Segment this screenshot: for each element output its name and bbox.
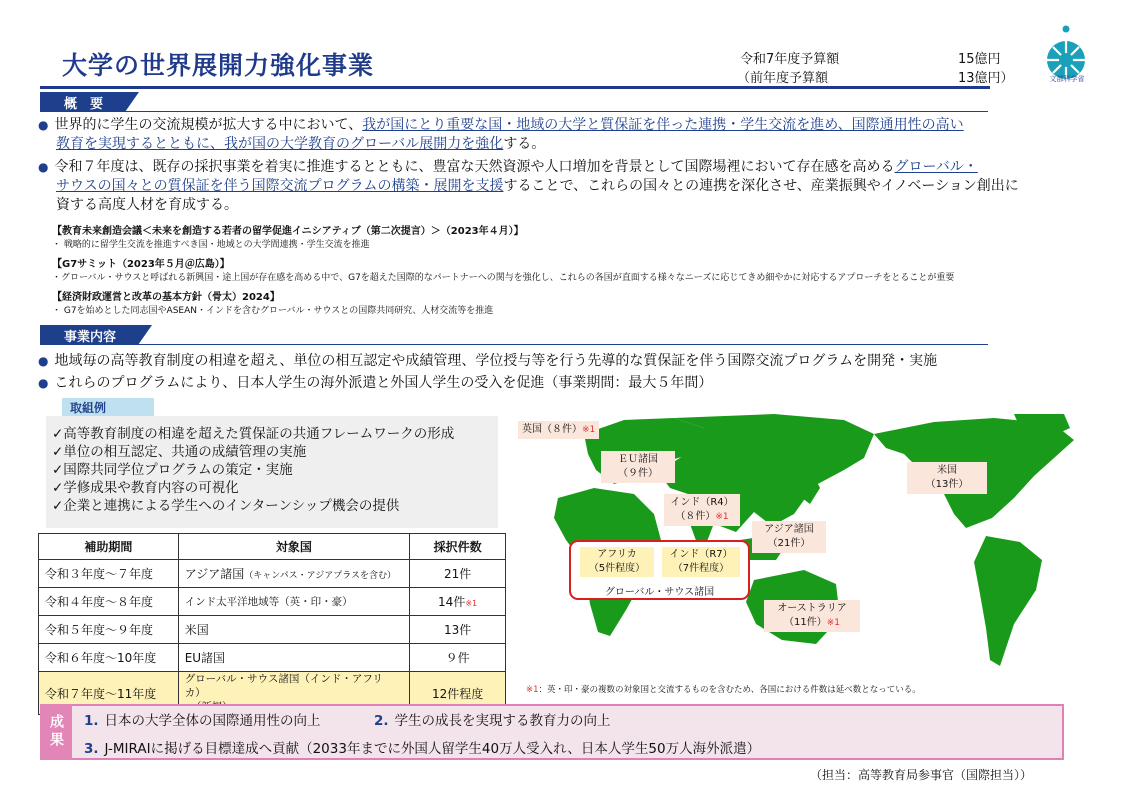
content-tab: [40, 325, 138, 345]
outcome-item: [374, 709, 611, 729]
text: する。: [503, 136, 546, 152]
col-header-count: 採択件数: [410, 534, 506, 560]
torikumi-item: ✓国際共同学位プログラムの策定・実施: [52, 462, 293, 478]
cell-country: 米国: [178, 616, 409, 644]
overview-bullet-1: [38, 116, 1088, 154]
text: これらのプログラムにより、日本人学生の海外派遣と外国人学生の受入を促進（事業期間：最大５年間）: [54, 375, 713, 391]
country-text: アジア諸国: [184, 567, 245, 581]
count-text: 14件: [438, 595, 466, 609]
cell-period: 令和３年度～７年度: [39, 560, 179, 588]
cell-period: 令和５年度～９年度: [39, 616, 179, 644]
table-row: [39, 588, 506, 616]
outcome-text: J-MIRAIに掲げる目標達成へ貢献（2033年までに外国人留学生40万人受入れ、日本人学生50万人海外派遣）: [104, 741, 761, 757]
map-label-australia: [764, 600, 860, 632]
map-label-india-r4: [664, 494, 740, 526]
ministry-name: 文部科学省: [1049, 75, 1085, 83]
footnote-text: ：英・印・豪の複数の対象国と交流するものを含むため、各国における件数は延べ数となっている。: [538, 685, 921, 695]
cell-country: [178, 560, 409, 588]
col-header-period: 補助期間: [39, 534, 179, 560]
note-mark: ※1: [465, 599, 478, 608]
label-text: 英国（８件）: [522, 424, 582, 435]
page-title: 大学の世界展開力強化事業: [62, 51, 375, 80]
outcome-num: 2.: [374, 713, 389, 729]
overview-rule: [40, 111, 988, 112]
country-subtext: （キャンパス・アジアプラスを含む）: [244, 571, 396, 581]
budget-value: 15億円: [958, 52, 1001, 67]
cell-count: [410, 588, 506, 616]
torikumi-item: ✓高等教育制度の相違を超えた質保証の共通フレームワークの形成: [52, 426, 455, 442]
global-south-label: グローバル・サウス諸国: [604, 587, 715, 598]
outcome-tag: 成果: [40, 704, 72, 760]
underline-text: 我が国にとり重要な国・地域の大学と質保証を伴った連携・学生交流を進め、国際通用性の高い: [362, 117, 964, 133]
label-text: アフリカ: [597, 549, 637, 560]
label-text: （８件）: [675, 511, 716, 522]
label-text: 米国: [937, 465, 957, 476]
cell-period: 令和６年度～10年度: [39, 644, 179, 672]
text: 令和７年度は、既存の採択事業を着実に推進するとともに、豊富な天然資源や人口増加を背景として国際場裡において存在感を高める: [54, 159, 895, 175]
cell-period: 令和４年度～８年度: [39, 588, 179, 616]
label-text: ＥＵ諸国: [618, 454, 658, 465]
bullet-dot-icon: ●: [38, 160, 49, 174]
col-header-country: 対象国: [178, 534, 409, 560]
outcome-text: 日本の大学全体の国際通用性の向上: [104, 713, 321, 729]
cell-count: 21件: [410, 560, 506, 588]
label-text: （21件）: [767, 538, 811, 549]
table-row: [39, 644, 506, 672]
cell-country: EU諸国: [178, 644, 409, 672]
map-label-asia: [752, 521, 826, 553]
torikumi-item: ✓単位の相互認定、共通の成績管理の実施: [52, 444, 307, 460]
torikumi-tab: 取組例: [62, 398, 154, 416]
label-text: （7件程度）: [672, 563, 730, 574]
reference-body: ・ G7を始めとした同志国やASEAN・インドを含むグローバル・サウスとの国際共同研究、人材交流等を推進: [52, 306, 494, 316]
cell-count: ９件: [410, 644, 506, 672]
reference-body: ・グローバル・サウスと呼ばれる新興国・途上国が存在感を高める中で、G7を超えた国際的なパートナーへの関与を強化し、これらの各国が直面する様々なニーズに応じてきめ細やかに対応するアプローチをとることが重要: [52, 273, 955, 283]
overview-tab-label: 概 要: [40, 92, 125, 112]
label-text: アジア諸国: [764, 524, 814, 535]
content-tab-label: 事業内容: [40, 325, 138, 345]
south-america-land: [974, 536, 1042, 666]
map-label-africa: [580, 547, 654, 577]
contact-note: （担当：高等教育局参事官（国際担当））: [810, 768, 1033, 782]
text: することで、これらの国々との連携を深化させ、産業振興やイノベーション創出に: [503, 178, 1019, 194]
outcome-num: 3.: [84, 741, 99, 757]
prev-budget-value: 13億円）: [958, 71, 1014, 86]
underline-text: サウスの国々との質保証を伴う国際交流プログラムの構築・展開を支援: [56, 178, 504, 194]
cell-count: 12件程度: [410, 672, 506, 715]
underline-text: 教育を実現するとともに、我が国の大学教育のグローバル展開力を強化: [56, 136, 504, 152]
map-label-eu: [601, 451, 675, 483]
underline-text: グローバル・: [894, 159, 978, 175]
label-text: （11件）: [783, 617, 827, 628]
cell-period: 令和７年度～11年度: [39, 672, 179, 715]
outcome-num: 1.: [84, 713, 99, 729]
label-text: （5件程度）: [588, 563, 646, 574]
bullet-dot-icon: ●: [38, 118, 49, 132]
note-mark: ※1: [715, 512, 729, 522]
label-text: インド（R7）: [669, 549, 733, 560]
outcome-text: 学生の成長を実現する教育力の向上: [394, 713, 611, 729]
cell-country: インド太平洋地域等（英・印・豪）: [178, 588, 409, 616]
note-mark: ※1: [582, 425, 596, 435]
reference-body: ・ 戦略的に留学生交流を推進すべき国・地域との大学間連携・学生交流を推進: [52, 240, 370, 250]
note-mark: ※1: [826, 618, 840, 628]
outcome-item: [84, 709, 321, 729]
content-bullet-2: [38, 374, 1098, 393]
map-label-us: [907, 462, 987, 494]
table-row: [39, 560, 506, 588]
text: 地域毎の高等教育制度の相違を超え、単位の相互認定や成績管理、学位授与等を行う先導的な質保証を伴う国際交流プログラムを開発・実施: [54, 353, 938, 369]
prev-budget-label: （前年度予算額: [737, 71, 829, 86]
map-label-india-r7: [662, 547, 740, 577]
reference-list: [52, 222, 1112, 316]
outcome-item: [84, 737, 760, 757]
bullet-dot-icon: ●: [38, 376, 49, 390]
bullet-dot-icon: ●: [38, 354, 49, 368]
label-text: オーストラリア: [777, 603, 847, 614]
note-mark: ※1: [526, 685, 539, 695]
map-label-uk: [518, 421, 599, 439]
label-text: （９件）: [618, 468, 658, 479]
content-rule: [40, 344, 988, 345]
title-rule: [40, 86, 990, 89]
label-text: インド（R4）: [670, 497, 734, 508]
content-bullet-1: [38, 352, 1098, 371]
table-header-row: [39, 534, 506, 560]
reference-heading: 【教育未来創造会議＜未来を創造する若者の留学促進イニシアティブ（第二次提言）＞（2023年４月）】: [52, 226, 524, 237]
budget-label: 令和7年度予算額: [740, 52, 840, 67]
country-text: グローバル・サウス諸国（インド・アフリカ）: [184, 673, 383, 699]
text: 資する高度人材を育成する。: [56, 197, 238, 213]
text: 世界的に学生の交流規模が拡大する中において、: [54, 117, 363, 133]
footnote: [526, 683, 921, 695]
overview-bullet-2: [38, 158, 1098, 215]
reference-heading: 【G7サミット（2023年５月＠広島）】: [52, 259, 230, 270]
overview-tab: [40, 92, 125, 112]
grant-table: [38, 533, 506, 715]
torikumi-box: [46, 416, 498, 528]
reference-heading: 【経済財政運営と改革の基本方針（骨太）2024】: [52, 292, 280, 303]
table-row: [39, 616, 506, 644]
label-text: （13件）: [925, 479, 969, 490]
torikumi-item: ✓企業と連携による学生へのインターンシップ機会の提供: [52, 498, 400, 514]
torikumi-item: ✓学修成果や教育内容の可視化: [52, 480, 239, 496]
cell-count: 13件: [410, 616, 506, 644]
